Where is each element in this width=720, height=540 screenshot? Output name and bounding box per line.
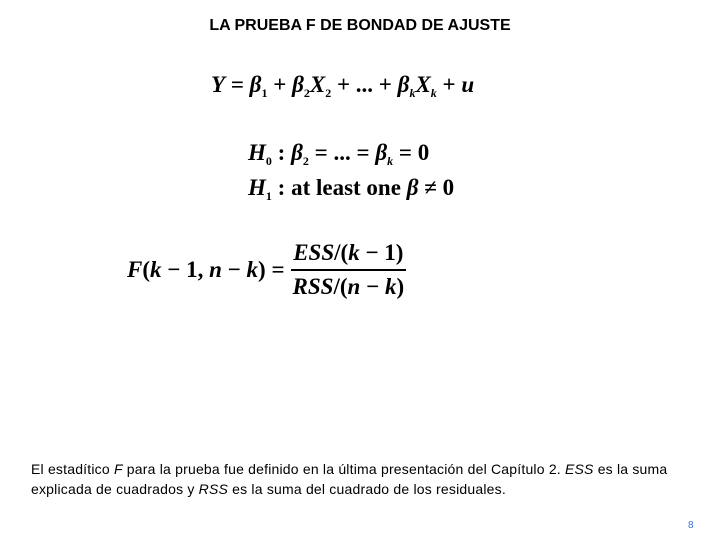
- regression-model-equation: $Y = \beta_1 + \beta_2X_2$ + ... + $\beta_kX_k + u$: [211, 72, 475, 100]
- null-hypothesis: $H_0$ : $\beta_2$ = ... = $\beta_k = 0$: [248, 140, 430, 168]
- h1-text: at least one: [291, 175, 401, 200]
- f-denominator: RSS/(n − k): [291, 269, 407, 300]
- f-numerator: ESS/(k − 1): [293, 240, 404, 265]
- page-number: 8: [688, 520, 694, 531]
- alternative-hypothesis: $H_1$ : at least one β ≠ 0: [248, 175, 455, 203]
- slide-title: LA PRUEBA F DE BONDAD DE AJUSTE: [209, 17, 511, 34]
- explanation-text: El estadítico F para la prueba fue definido en la última presentación del Capítulo 2. ESS es la suma explicada de cuadrados y RSS es la suma del cuadrado de los residuales.: [31, 461, 668, 497]
- f-statistic-formula: F(k − 1, n − k) = $\frac{\text{ESS/(k − 1)}}{\text{RSS/(n − k)}}$: [127, 240, 405, 299]
- f-fraction: [291, 240, 407, 300]
